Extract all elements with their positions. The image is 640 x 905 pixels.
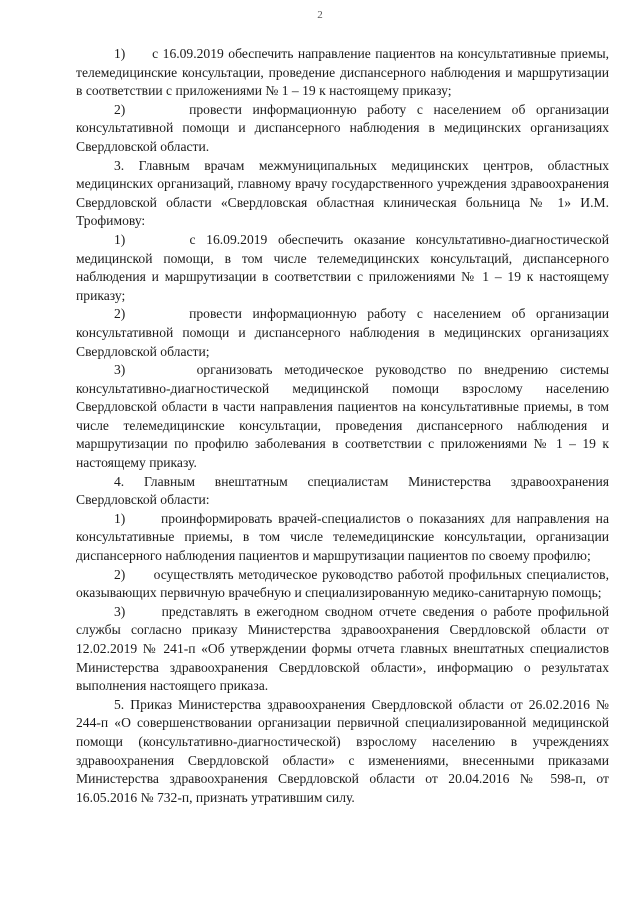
clause-4-item-1: 1) проинформировать врачей-специалистов о показаниях для направления на консультативные приемы, в том числе телемедицинские консультации, организации диспансерного наблюдения пациентов и маршрутизации пациентов по своему профилю; xyxy=(76,510,609,564)
item-3-1: 1) с 16.09.2019 обеспечить направление пациентов на консультативные приемы, телемедицинские консультации, проведение диспансерного наблюдения и маршрутизации в соответствии с приложениями № 1 – 19 к настоящему приказу; xyxy=(76,46,609,99)
clause-4-item-3: 3) представлять в ежегодном сводном отчете сведения о работе профильной службы согласно приказу Министерства здравоохранения Свердловской области от 12.02.2019 № 241-п «Об утверждении формы отчета главных внештатных специалистов Министерства здравоохранения Свердловской области», информацию о результатах выполнения настоящего приказа. xyxy=(76,603,609,694)
page-number: 2 xyxy=(317,9,323,21)
clause-3-item-3: 3) организовать методическое руководство по внедрению системы консультативно-диагностической медицинской помощи взрослому населению Свердловской области в части направления пациентов на консультативные приемы, в том числе телемедицинские консультации, проведения диспансерного наблюдения и маршрутизации по профилю заболевания в соответствии с приложениями № 1 – 19 к настоящему приказу. xyxy=(76,362,609,471)
document-body xyxy=(76,45,609,807)
clause-3: 3. Главным врачам межмуниципальных медицинских центров, областных медицинских организаций, главному врачу государственного учреждения здравоохранения Свердловской области «Свердловская областная клиническая больница № 1» И.М. Трофимову: xyxy=(76,157,609,229)
clause-5: 5. Приказ Министерства здравоохранения Свердловской области от 26.02.2016 № 244-п «О совершенствовании организации первичной специализированной медицинской помощи (консультативно-диагностической) взрослому населению в учреждениях здравоохранения Свердловской области» с изменениями, внесенными приказами Министерства здравоохранения Свердловской области от 20.04.2016 № 598-п, от 16.05.2016 № 732-п, признать утратившим силу. xyxy=(76,696,609,805)
clause-3-item-1: 1) с 16.09.2019 обеспечить оказание консультативно-диагностической медицинской помощи, в том числе телемедицинских консультаций, диспансерного наблюдения и маршрутизации в соответствии с приложениями № 1 – 19 к настоящему приказу; xyxy=(76,231,609,303)
clause-4: 4. Главным внештатным специалистам Министерства здравоохранения Свердловской области: xyxy=(76,473,609,508)
item-3-2: 2) провести информационную работу с населением об организации консультативной помощи и диспансерного наблюдения в медицинских организациях Свердловской области. xyxy=(76,101,609,154)
clause-3-item-2: 2) провести информационную работу с населением об организации консультативной помощи и диспансерного наблюдения в медицинских организациях Свердловской области; xyxy=(76,306,609,359)
clause-4-item-2: 2) осуществлять методическое руководство работой профильных специалистов, оказывающих первичную врачебную и специализированную медико-санитарную помощь; xyxy=(76,566,609,601)
